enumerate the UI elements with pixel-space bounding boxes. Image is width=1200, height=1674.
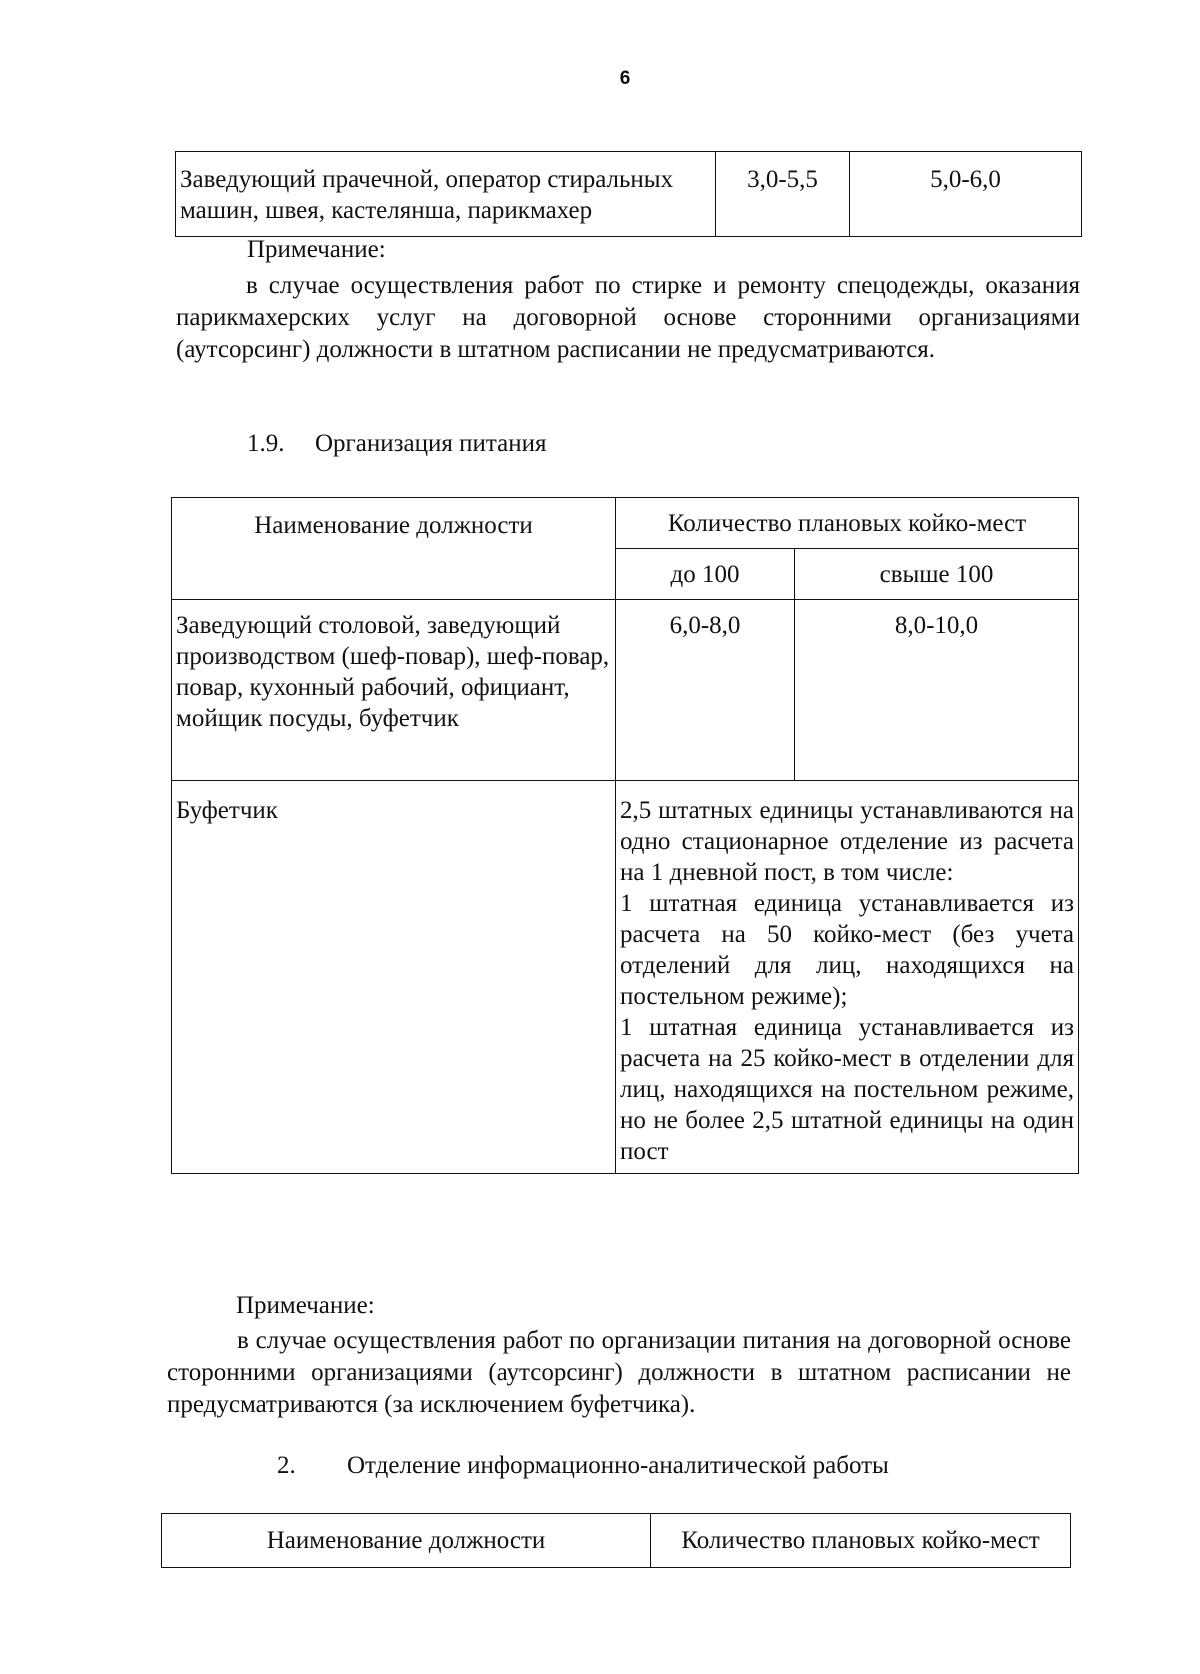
page-number: 6 bbox=[619, 68, 631, 89]
note-label: Примечание: bbox=[236, 1292, 375, 1319]
buffet-norm-cell bbox=[616, 781, 1079, 1174]
up-to-100-cell: 6,0-8,0 bbox=[616, 600, 795, 781]
range-large-cell: 5,0-6,0 bbox=[850, 152, 1082, 237]
section-heading bbox=[277, 1452, 889, 1480]
table-row bbox=[172, 600, 1079, 781]
section-title: Отделение информационно-аналитической работы bbox=[347, 1452, 889, 1479]
section-number: 1.9. bbox=[247, 430, 285, 457]
range-small-cell: 3,0-5,5 bbox=[716, 152, 850, 237]
note-text: в случае осуществления работ по организации питания на договорной основе сторонними организациями (аутсорсинг) должности в штатном расписании не предусматриваются (за исключением буфетчика). bbox=[167, 1327, 1071, 1418]
header-position: Наименование должности bbox=[172, 498, 616, 600]
table-header-row bbox=[172, 498, 1079, 549]
norm-paragraph: 1 штатная единица устанавливается из расчета на 25 койко-мест в отделении для лиц, находящихся на постельном режиме, но не более 2,5 штатной единицы на один пост bbox=[620, 1014, 1074, 1165]
header-position: Наименование должности bbox=[162, 1514, 651, 1568]
norm-paragraph: 2,5 штатных единицы устанавливаются на одно стационарное отделение из расчета на 1 дневной пост, в том числе: bbox=[620, 797, 1074, 886]
header-beds: Количество плановых койко-мест bbox=[651, 1514, 1071, 1568]
position-cell: Заведующий прачечной, оператор стиральных машин, швея, кастелянша, парикмахер bbox=[176, 152, 716, 237]
position-cell: Заведующий столовой, заведующий производством (шеф-повар), шеф-повар, повар, кухонный рабочий, официант, мойщик посуды, буфетчик bbox=[172, 600, 616, 781]
header-beds: Количество плановых койко-мест bbox=[616, 498, 1079, 549]
table-header-row bbox=[162, 1514, 1071, 1568]
info-staff-table bbox=[161, 1513, 1071, 1568]
norm-paragraph: 1 штатная единица устанавливается из расчета на 50 койко-мест (без учета отделений для лиц, находящихся на постельном режиме); bbox=[620, 890, 1074, 1010]
laundry-staff-table bbox=[175, 151, 1082, 237]
catering-staff-table bbox=[171, 497, 1079, 1174]
subheader-up-to-100: до 100 bbox=[616, 549, 795, 600]
section-title: Организация питания bbox=[315, 430, 547, 457]
note-text: в случае осуществления работ по стирке и ремонту спецодежды, оказания парикмахерских услуг на договорной основе сторонними организациями (аутсорсинг) должности в штатном расписании не предусматриваются. bbox=[176, 272, 1080, 363]
over-100-cell: 8,0-10,0 bbox=[795, 600, 1079, 781]
note-label: Примечание: bbox=[247, 236, 386, 263]
table-row bbox=[172, 781, 1079, 1174]
subheader-over-100: свыше 100 bbox=[795, 549, 1079, 600]
table-row bbox=[176, 152, 1082, 237]
section-heading bbox=[247, 430, 546, 458]
section-number: 2. bbox=[277, 1452, 296, 1479]
position-cell: Буфетчик bbox=[172, 781, 616, 1174]
